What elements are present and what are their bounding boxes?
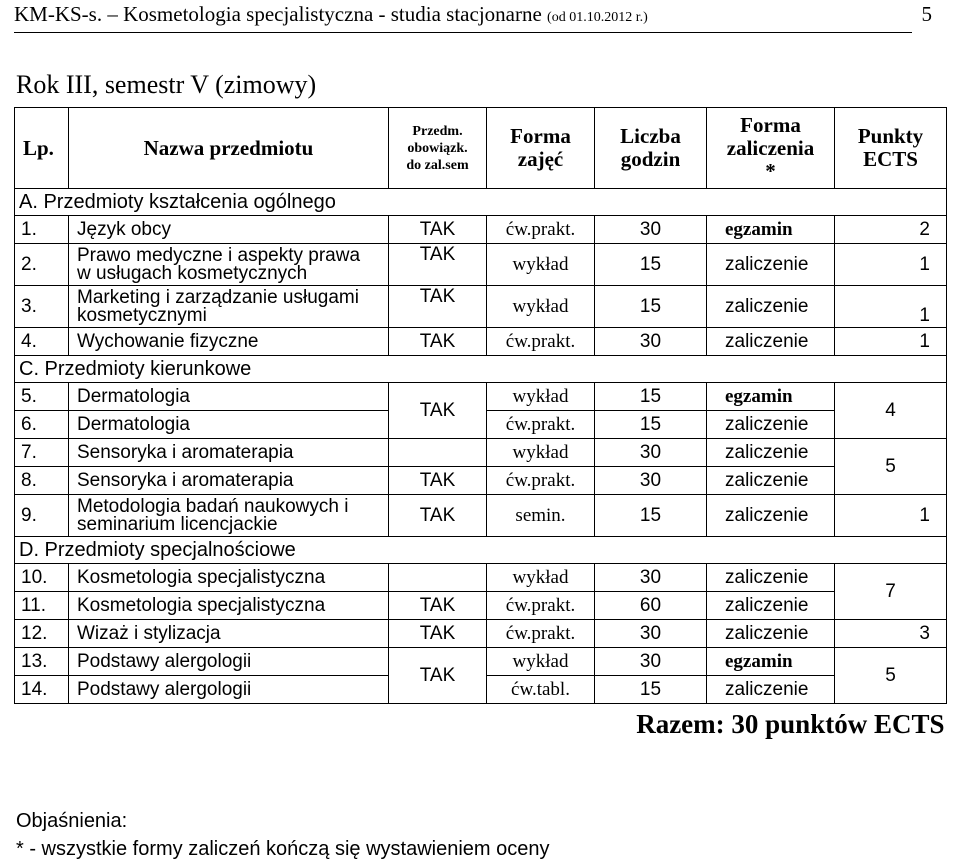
col-lp: Lp. <box>15 108 69 189</box>
cell-hours: 30 <box>595 439 707 467</box>
cell-lp: 8. <box>15 467 69 495</box>
cell-assessment: zaliczenie <box>707 620 835 648</box>
cell-form: ćw.prakt. <box>487 467 595 495</box>
cell-mandatory: obowiązk. <box>407 140 468 156</box>
cell-mandatory <box>389 439 487 467</box>
table-row <box>15 495 947 537</box>
cell-name: Prawo medyczne i aspekty prawa <box>77 244 361 266</box>
notes-heading: Objaśnienia: <box>16 810 128 832</box>
cell-lp: 6. <box>15 411 69 439</box>
total-row <box>15 704 947 745</box>
cell-assessment: zaliczenie <box>707 676 835 704</box>
cell-lp: 12. <box>15 620 69 648</box>
cell-form: Forma <box>510 124 571 148</box>
cell-assessment: zaliczenie <box>707 495 835 537</box>
cell-mandatory: TAK <box>389 620 487 648</box>
cell-assessment: zaliczenie <box>707 439 835 467</box>
cell-assessment: zaliczenie <box>707 564 835 592</box>
document-header <box>14 2 932 33</box>
cell-name: Marketing i zarządzanie usługami <box>77 286 359 308</box>
cell-hours: 15 <box>595 244 707 286</box>
cell-hours: 15 <box>595 286 707 328</box>
cell-form: ćw.tabl. <box>487 676 595 704</box>
cell-name: Wychowanie fizyczne <box>69 328 389 356</box>
cell-lp: 3. <box>15 286 69 328</box>
cell-mandatory: TAK <box>389 592 487 620</box>
cell-hours: 30 <box>595 620 707 648</box>
cell-assessment: zaliczenie <box>707 467 835 495</box>
cell-ects: 5 <box>835 439 947 495</box>
cell-lp: 4. <box>15 328 69 356</box>
cell-mandatory: TAK <box>389 383 487 439</box>
cell-form: wykład <box>487 383 595 411</box>
cell-hours: 15 <box>595 495 707 537</box>
cell-form: ćw.prakt. <box>487 328 595 356</box>
cell-hours: 15 <box>595 383 707 411</box>
cell-lp: 5. <box>15 383 69 411</box>
cell-hours: 30 <box>595 328 707 356</box>
cell-assessment: zaliczenie <box>707 286 835 328</box>
table-row <box>15 467 947 495</box>
cell-assessment: zaliczenie <box>707 411 835 439</box>
cell-ects: 1 <box>835 244 947 286</box>
table-header-row <box>15 108 947 189</box>
cell-c: C. Przedmioty kierunkowe <box>15 356 947 383</box>
cell-hours: 60 <box>595 592 707 620</box>
table-row <box>15 620 947 648</box>
cell-form: wykład <box>487 564 595 592</box>
total-ects: Razem: 30 punktów ECTS <box>636 708 945 739</box>
cell-form: wykład <box>487 439 595 467</box>
cell-assessment: zaliczenie <box>707 244 835 286</box>
cell-form: wykład <box>487 648 595 676</box>
section-row-d <box>15 537 947 564</box>
table-row <box>15 244 947 286</box>
col-assessment <box>707 108 835 189</box>
col-name: Nazwa przedmiotu <box>69 108 389 189</box>
document-title-text: KM-KS-s. – Kosmetologia specjalistyczna - studia stacjonarne <box>14 2 542 26</box>
cell-hours: 30 <box>595 467 707 495</box>
cell-name: Podstawy alergologii <box>69 648 389 676</box>
cell-name: Wizaż i stylizacja <box>69 620 389 648</box>
cell-name: Język obcy <box>69 216 389 244</box>
cell-mandatory: TAK <box>389 244 487 286</box>
cell-assessment: egzamin <box>707 216 835 244</box>
cell-ects: 4 <box>835 383 947 439</box>
cell-mandatory: do zal.sem <box>406 157 469 173</box>
col-hours <box>595 108 707 189</box>
cell-name: Kosmetologia specjalistyczna <box>69 592 389 620</box>
cell-assessment: Forma <box>740 112 801 137</box>
cell-name: kosmetycznymi <box>77 304 207 326</box>
cell-assessment: egzamin <box>707 383 835 411</box>
cell-form: ćw.prakt. <box>487 592 595 620</box>
cell-lp: 7. <box>15 439 69 467</box>
cell-mandatory: TAK <box>389 648 487 704</box>
cell-lp: 2. <box>15 244 69 286</box>
document-title-date: (od 01.10.2012 r.) <box>547 10 648 25</box>
cell-assessment: zaliczenia <box>726 135 815 160</box>
document-title <box>14 2 648 27</box>
cell-name: Metodologia badań naukowych i <box>77 495 349 517</box>
cell-lp: 13. <box>15 648 69 676</box>
cell-lp: 9. <box>15 495 69 537</box>
cell-ects: 5 <box>835 648 947 704</box>
cell-assessment: * <box>765 158 776 183</box>
cell-lp: 14. <box>15 676 69 704</box>
cell-assessment: zaliczenie <box>707 328 835 356</box>
cell-a: A. Przedmioty kształcenia ogólnego <box>15 189 947 216</box>
cell-mandatory: TAK <box>389 216 487 244</box>
cell-mandatory: TAK <box>389 467 487 495</box>
table-row <box>15 564 947 592</box>
cell-ects: ECTS <box>863 147 918 171</box>
cell-lp: 11. <box>15 592 69 620</box>
cell-form: wykład <box>487 286 595 328</box>
cell-hours: 15 <box>595 676 707 704</box>
cell-ects: 7 <box>835 564 947 620</box>
cell-name: w usługach kosmetycznych <box>77 262 308 284</box>
cell-ects: 1 <box>835 286 947 328</box>
cell-lp: 1. <box>15 216 69 244</box>
cell-hours: 30 <box>595 564 707 592</box>
col-form <box>487 108 595 189</box>
cell-assessment: egzamin <box>707 648 835 676</box>
cell-assessment: zaliczenie <box>707 592 835 620</box>
cell-name: Dermatologia <box>69 411 389 439</box>
section-row-a <box>15 189 947 216</box>
table-row <box>15 592 947 620</box>
cell-form: zajęć <box>517 147 564 171</box>
cell-name: Sensoryka i aromaterapia <box>69 439 389 467</box>
cell-form: ćw.prakt. <box>487 411 595 439</box>
table-row <box>15 286 947 328</box>
cell-ects: 1 <box>835 328 947 356</box>
cell-hours: godzin <box>620 147 681 171</box>
cell-mandatory: TAK <box>389 495 487 537</box>
cell-d: D. Przedmioty specjalnościowe <box>15 537 947 564</box>
section-row-c <box>15 356 947 383</box>
cell-form: semin. <box>487 495 595 537</box>
col-mandatory <box>389 108 487 189</box>
cell-form: ćw.prakt. <box>487 216 595 244</box>
col-ects <box>835 108 947 189</box>
cell-ects: 1 <box>835 495 947 537</box>
cell-mandatory: TAK <box>389 286 487 328</box>
page-number: 5 <box>921 2 932 26</box>
notes-line: * - wszystkie formy zaliczeń kończą się wystawieniem oceny <box>16 838 550 860</box>
curriculum-table <box>14 107 947 744</box>
cell-name: Podstawy alergologii <box>69 676 389 704</box>
cell-form: wykład <box>487 244 595 286</box>
table-row <box>15 648 947 676</box>
table-row <box>15 216 947 244</box>
cell-name: seminarium licencjackie <box>77 513 278 535</box>
cell-hours: 30 <box>595 648 707 676</box>
cell-lp: 10. <box>15 564 69 592</box>
cell-name: Kosmetologia specjalistyczna <box>69 564 389 592</box>
table-row <box>15 328 947 356</box>
table-row <box>15 383 947 411</box>
cell-form: ćw.prakt. <box>487 620 595 648</box>
cell-mandatory: Przedm. <box>412 123 463 139</box>
cell-mandatory: TAK <box>389 328 487 356</box>
cell-name: Dermatologia <box>69 383 389 411</box>
cell-ects: 3 <box>835 620 947 648</box>
cell-hours: 30 <box>595 216 707 244</box>
cell-name: Sensoryka i aromaterapia <box>69 467 389 495</box>
cell-ects: 2 <box>835 216 947 244</box>
cell-hours: 15 <box>595 411 707 439</box>
cell-ects: Punkty <box>857 124 924 148</box>
semester-heading: Rok III, semestr V (zimowy) <box>16 70 317 99</box>
cell-hours: Liczba <box>620 124 681 148</box>
table-row <box>15 439 947 467</box>
cell-mandatory <box>389 564 487 592</box>
